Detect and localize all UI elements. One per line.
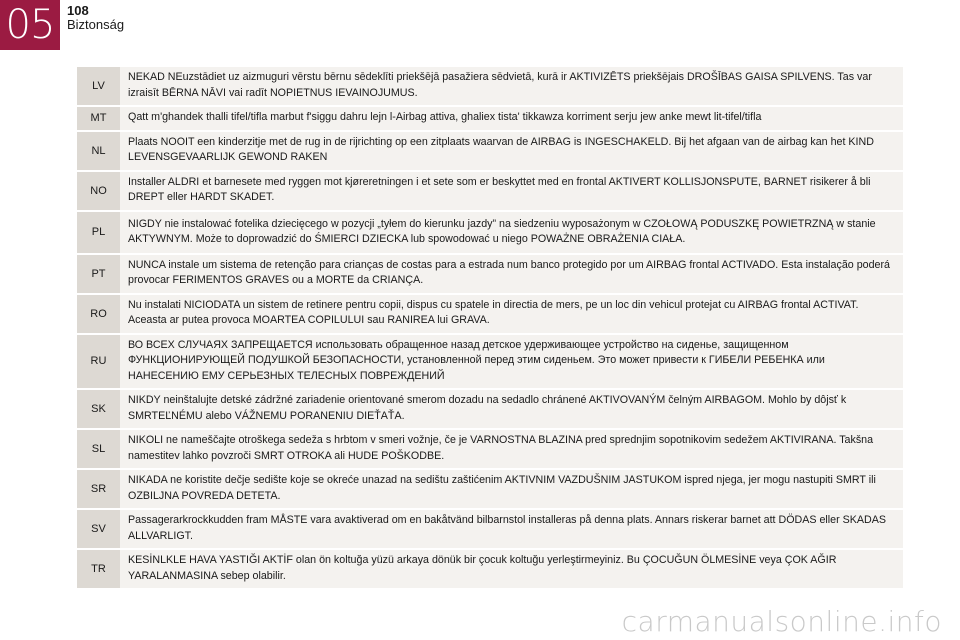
chapter-number: 05	[0, 0, 60, 50]
warning-text: Installer ALDRI et barnesete med ryggen mot kjøreretningen i et sete som er beskyttet med en frontal AKTIVERT KOLLISJONSPUTE, BARNET risikerer å bli DREPT eller HARDT SKADET.	[120, 172, 903, 210]
warning-text: NEKAD NEuzstādiet uz aizmuguri vērstu bērnu sēdeklīti priekšējā pasažiera sēdvietā, kurā ir AKTIVIZĒTS priekšējais DROŠĪBAS GAISA SPILVENS. Tas var izraisīt BĒRNA NĀVI vai radīt NOPIETNUS IEVAINOJUMUS.	[120, 67, 903, 105]
language-code: RO	[77, 295, 120, 333]
warning-text: NIKDY neinštalujte detské zádržné zariadenie orientované smerom dozadu na sedadlo chránené AKTIVOVANÝM čelným AIRBAGOM. Mohlo by dôjsť k SMRTEĽNÉMU alebo VÁŽNEMU PORANENIU DIEŤAŤA.	[120, 390, 903, 428]
table-row	[77, 335, 903, 389]
language-code: SL	[77, 430, 120, 468]
language-code: PL	[77, 212, 120, 253]
table-row	[77, 172, 903, 210]
table-row	[77, 390, 903, 428]
table-row	[77, 295, 903, 333]
language-code: RU	[77, 335, 120, 389]
language-code: NL	[77, 132, 120, 170]
language-code: LV	[77, 67, 120, 105]
warning-text: Nu instalati NICIODATA un sistem de retinere pentru copii, dispus cu spatele in directia de mers, pe un loc din vehicul protejat cu AIRBAG frontal ACTIVAT. Aceasta ar putea provoca MOARTEA COPILULUI sau RANIREA lui GRAVA.	[120, 295, 903, 333]
table-row	[77, 430, 903, 468]
table-row	[77, 132, 903, 170]
warning-text: NIGDY nie instalować fotelika dziecięcego w pozycji „tyłem do kierunku jazdy” na siedzeniu wyposażonym w CZOŁOWĄ PODUSZKĘ POWIETRZNĄ w stanie AKTYWNYM. Może to doprowadzić do ŚMIERCI DZIECKA lub spowodować u niego POWAŻNE OBRAŻENIA CIAŁA.	[120, 212, 903, 253]
language-code: TR	[77, 550, 120, 588]
language-code: NO	[77, 172, 120, 210]
warning-text: Passagerarkrockkudden fram MÅSTE vara avaktiverad om en bakåtvänd bilbarnstol installeras på denna plats. Annars riskerar barnet att DÖDAS eller SKADAS ALLVARLIGT.	[120, 510, 903, 548]
language-code: SV	[77, 510, 120, 548]
warning-text: NIKADA ne koristite dečje sedište koje se okreće unazad na sedištu zaštićenim AKTIVNIM VAZDUŠNIM JASTUKOM ispred njega, jer mogu nastupiti SMRT ili OZBILJNA POVREDA DETETA.	[120, 470, 903, 508]
watermark: carmanualsonline.info	[621, 605, 942, 638]
warning-text: NUNCA instale um sistema de retenção para crianças de costas para a estrada num banco protegido por um AIRBAG frontal ACTIVADO. Esta instalação poderá provocar FERIMENTOS GRAVES ou a MORTE da CRIANÇA.	[120, 255, 903, 293]
language-code: SK	[77, 390, 120, 428]
table-row	[77, 212, 903, 253]
warning-text: Plaats NOOIT een kinderzitje met de rug in de rijrichting op een zitplaats waarvan de AIRBAG is INGESCHAKELD. Bij het afgaan van de airbag kan het KIND LEVENSGEVAARLIJK GEWOND RAKEN	[120, 132, 903, 170]
language-code: SR	[77, 470, 120, 508]
page-number: 108	[67, 3, 89, 18]
table-row	[77, 470, 903, 508]
table-row	[77, 550, 903, 588]
section-title: Biztonság	[67, 17, 125, 32]
table-row	[77, 67, 903, 105]
warning-text: Qatt m'ghandek thalli tifel/tifla marbut f'siggu dahru lejn l-Airbag attiva, ghaliex tista' tikkawza korriment serju jew anke mewt lit-tifel/tifla	[120, 107, 903, 130]
warning-text: ВО ВСЕХ СЛУЧАЯХ ЗАПРЕЩАЕТСЯ использовать обращенное назад детское удерживающее устройство на сиденье, защищенном ФУНКЦИОНИРУЮЩЕЙ ПОДУШКОЙ БЕЗОПАСНОСТИ, установленной перед этим сиденьем. Это может привести к ГИБЕЛИ РЕБЕНКА или НАНЕСЕНИЮ ЕМУ СЕРЬЕЗНЫХ ТЕЛЕСНЫХ ПОВРЕЖДЕНИЙ	[120, 335, 903, 389]
table-row	[77, 255, 903, 293]
airbag-warning-table	[77, 67, 903, 590]
table-row	[77, 107, 903, 130]
language-code: PT	[77, 255, 120, 293]
language-code: MT	[77, 107, 120, 130]
table-row	[77, 510, 903, 548]
warning-text: NIKOLI ne nameščajte otroškega sedeža s hrbtom v smeri vožnje, če je VARNOSTNA BLAZINA pred sprednjim sopotnikovim sedežem AKTIVIRANA. Takšna namestitev lahko povzroči SMRT OTROKA ali HUDE POŠKODBE.	[120, 430, 903, 468]
warning-text: KESİNLKLE HAVA YASTIĞI AKTİF olan ön koltuğa yüzü arkaya dönük bir çocuk koltuğu yerleştirmeyiniz. Bu ÇOCUĞUN ÖLMESİNE veya ÇOK AĞIR YARALANMASINA sebep olabilir.	[120, 550, 903, 588]
